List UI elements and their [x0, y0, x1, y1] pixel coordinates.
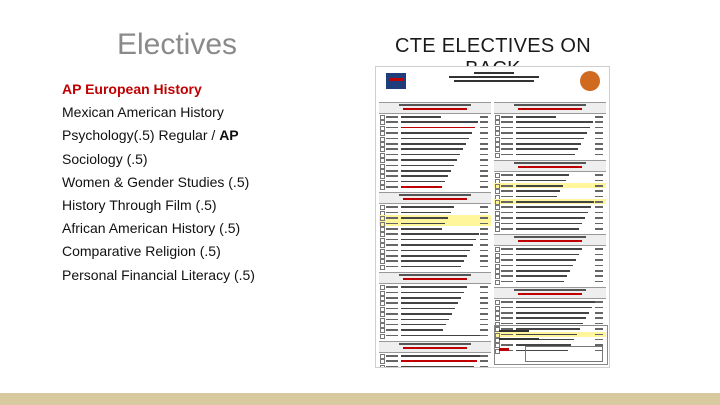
document-row — [494, 152, 606, 157]
list-item — [62, 103, 362, 126]
document-left-column — [379, 99, 491, 368]
document-title-block — [424, 70, 564, 84]
list-item — [62, 219, 362, 242]
list-item-label: Women & Gender Studies (.5) — [62, 173, 250, 190]
district-logo-icon — [386, 73, 406, 89]
list-item — [62, 150, 362, 173]
bottom-decor-band — [0, 393, 720, 405]
list-item — [62, 173, 362, 196]
list-item-emphasis: AP — [219, 127, 239, 144]
list-item-label: African American History (.5) — [62, 220, 241, 237]
document-section-header — [379, 192, 491, 204]
document-section-header — [494, 160, 606, 172]
list-item-label: Sociology (.5) — [62, 150, 148, 167]
list-item — [62, 266, 362, 289]
list-item — [62, 126, 362, 149]
list-item — [62, 80, 362, 103]
star-seal-icon — [580, 71, 600, 91]
list-item-label: AP European History — [62, 81, 202, 97]
document-row — [379, 364, 491, 368]
document-section-header — [379, 102, 491, 114]
electives-heading: Electives — [116, 28, 238, 61]
document-header — [376, 67, 609, 95]
list-item-label: Psychology(.5) Regular / — [62, 127, 220, 144]
list-item-label: Personal Financial Literacy (.5) — [62, 266, 255, 283]
list-item-label: Comparative Religion (.5) — [62, 243, 221, 260]
course-registration-document-image — [375, 66, 610, 368]
document-row — [494, 226, 606, 231]
list-item — [62, 196, 362, 219]
document-row — [379, 184, 491, 189]
electives-list — [62, 80, 362, 289]
list-item-label: History Through Film (.5) — [62, 196, 217, 213]
document-row — [379, 264, 491, 269]
document-row — [379, 333, 491, 338]
document-footer-box — [494, 325, 608, 365]
cte-heading: CTE ELECTIVES ON — [395, 35, 591, 57]
list-item — [62, 242, 362, 265]
document-section-header — [494, 102, 606, 114]
document-row — [494, 279, 606, 284]
document-section-header — [494, 287, 606, 299]
document-section-header — [379, 341, 491, 353]
document-section-header — [494, 234, 606, 246]
document-section-header — [379, 272, 491, 284]
document-right-column — [494, 99, 606, 353]
list-item-label: Mexican American History — [62, 104, 224, 121]
